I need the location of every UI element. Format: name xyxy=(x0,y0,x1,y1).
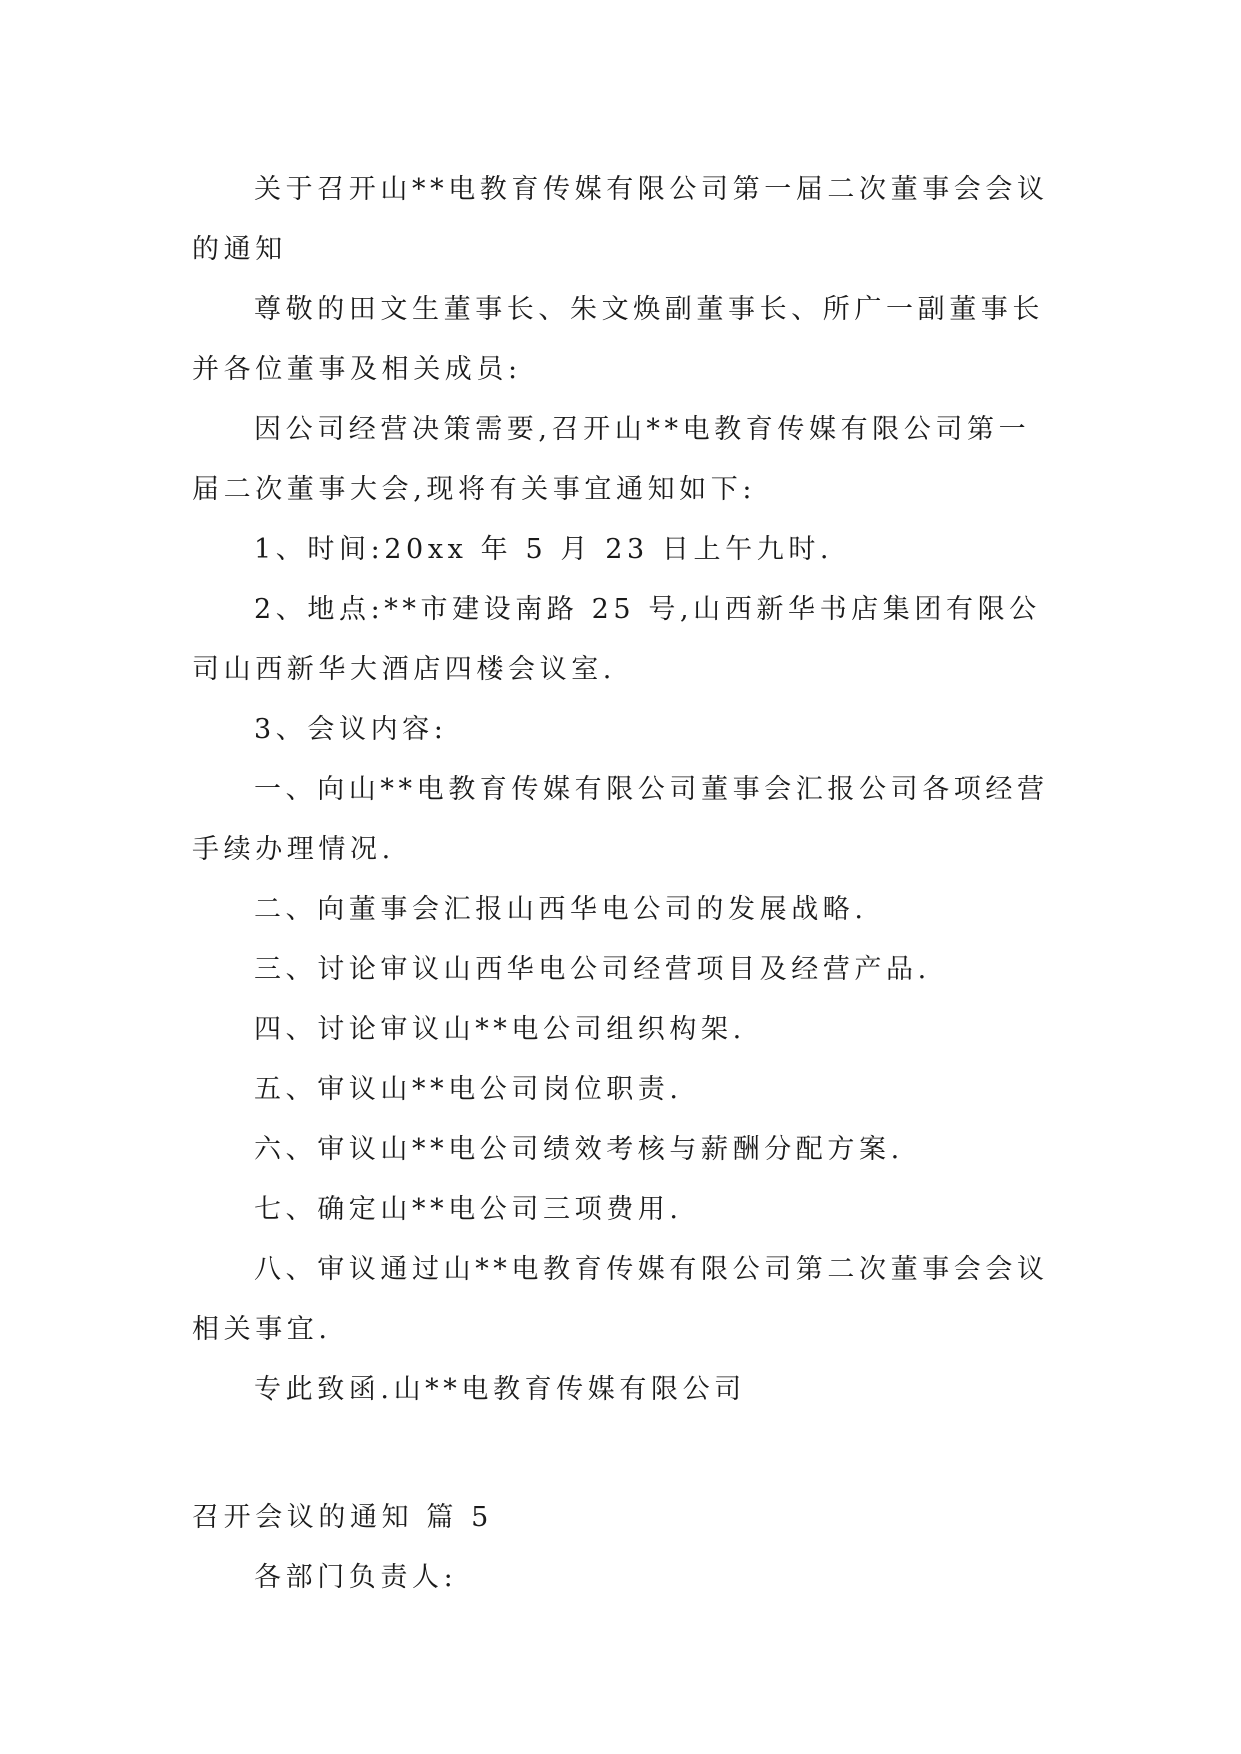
agenda-item-3: 三、讨论审议山西华电公司经营项目及经营产品. xyxy=(254,954,931,985)
section-salutation: 各部门负责人: xyxy=(254,1562,458,1593)
document-body xyxy=(192,160,1052,1608)
meeting-location: 2、地点:**市建设南路 25 号,山西新华书店集团有限公司山西新华大酒店四楼会议室. xyxy=(192,594,1041,685)
agenda-item-2: 二、向董事会汇报山西华电公司的发展战略. xyxy=(254,894,868,925)
notice-title: 关于召开山**电教育传媒有限公司第一届二次董事会会议的通知 xyxy=(192,174,1049,265)
meeting-time: 1、时间:20xx 年 5 月 23 日上午九时. xyxy=(254,534,834,565)
agenda-item-4: 四、讨论审议山**电公司组织构架. xyxy=(254,1014,746,1045)
agenda-item-7: 七、确定山**电公司三项费用. xyxy=(254,1194,683,1225)
section-heading: 召开会议的通知 篇 5 xyxy=(192,1502,493,1533)
agenda-item-6: 六、审议山**电公司绩效考核与薪酬分配方案. xyxy=(254,1134,904,1165)
agenda-item-5: 五、审议山**电公司岗位职责. xyxy=(254,1074,683,1105)
closing-line: 专此致函.山**电教育传媒有限公司 xyxy=(254,1374,746,1405)
meeting-content-heading: 3、会议内容: xyxy=(254,714,448,745)
salutation: 尊敬的田文生董事长、朱文焕副董事长、所广一副董事长并各位董事及相关成员: xyxy=(192,294,1044,385)
agenda-item-1: 一、向山**电教育传媒有限公司董事会汇报公司各项经营手续办理情况. xyxy=(192,774,1049,865)
section-spacer xyxy=(192,1420,1052,1488)
intro-paragraph: 因公司经营决策需要,召开山**电教育传媒有限公司第一届二次董事大会,现将有关事宜通知如下: xyxy=(192,414,1031,505)
agenda-item-8: 八、审议通过山**电教育传媒有限公司第二次董事会会议相关事宜. xyxy=(192,1254,1049,1345)
